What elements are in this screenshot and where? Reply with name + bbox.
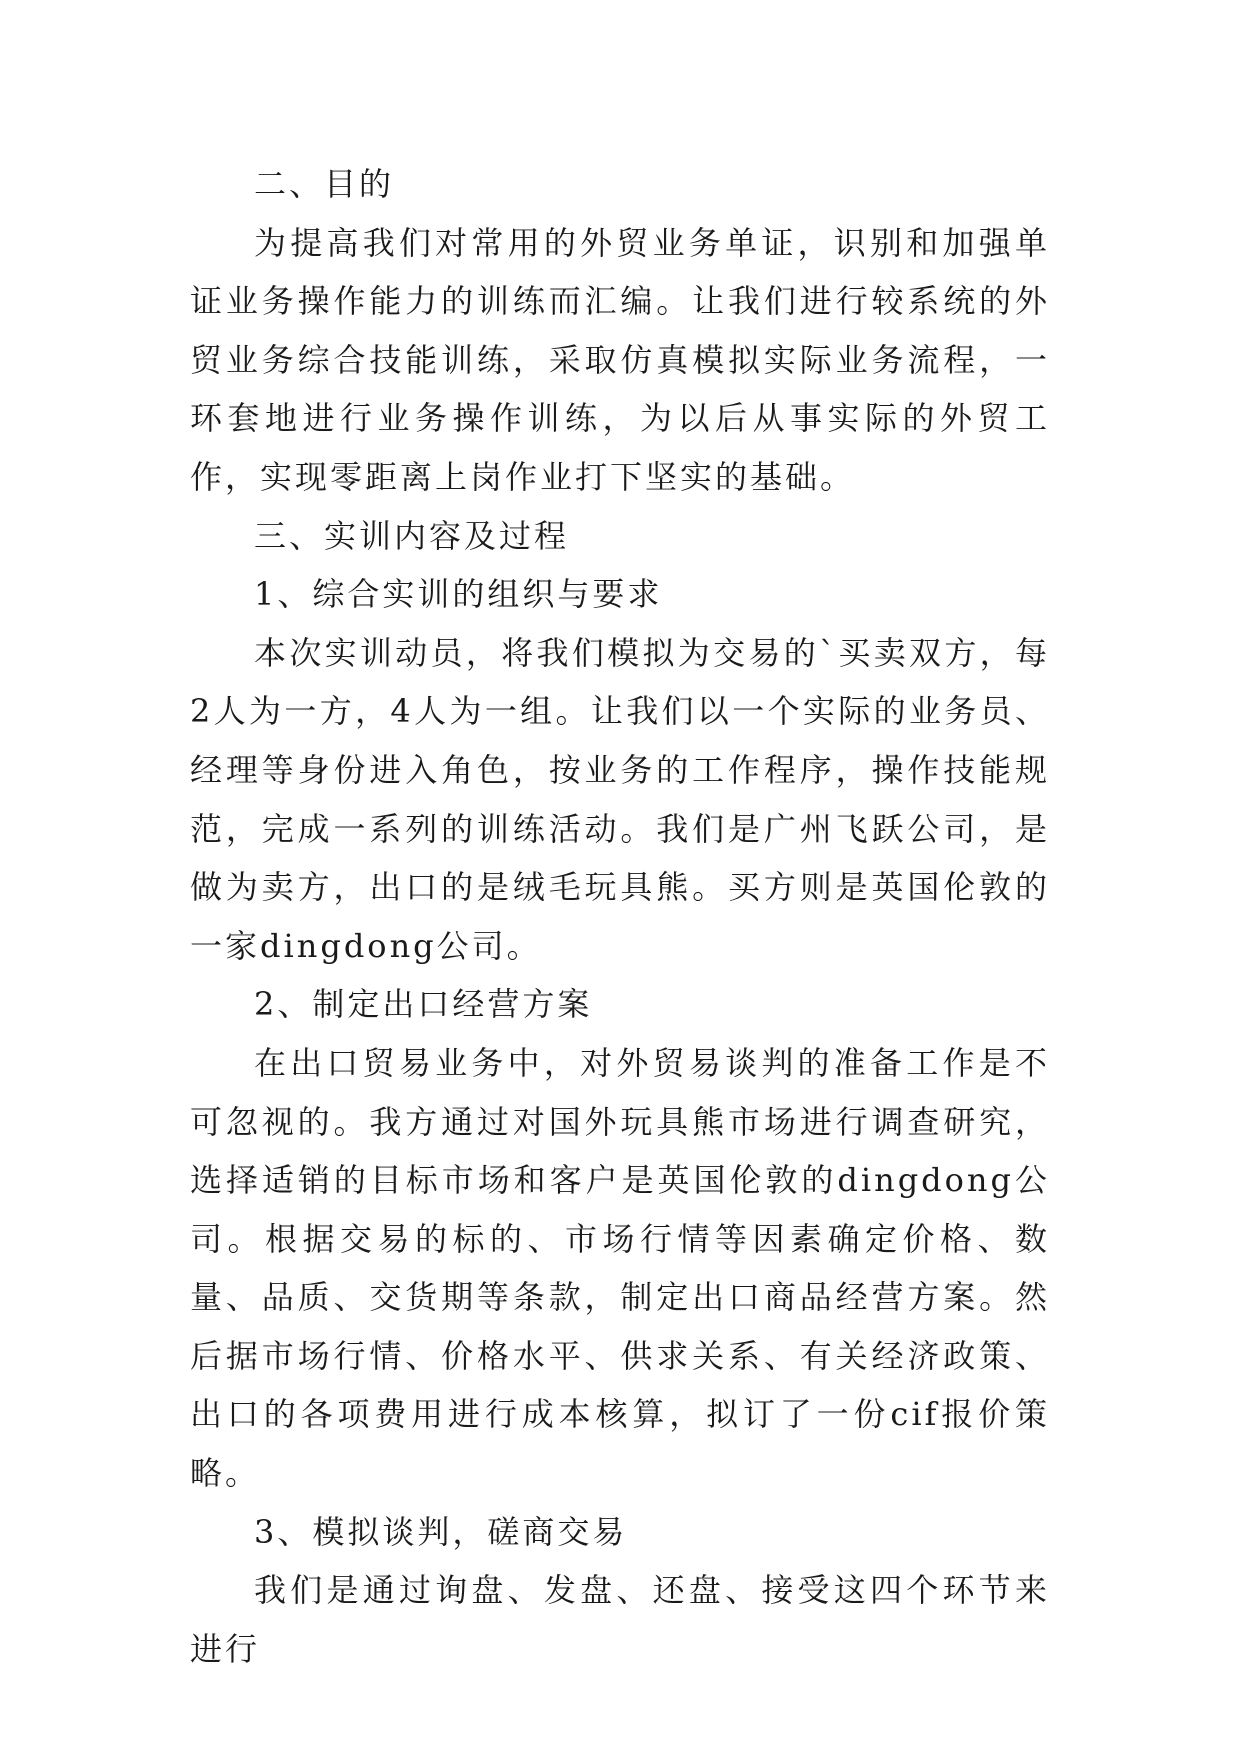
body-text [190, 155, 1050, 1678]
paragraph-organization: 本次实训动员，将我们模拟为交易的`买卖双方，每2人为一方，4人为一组。让我们以一个实际的业务员、经理等身份进入角色，按业务的工作程序，操作技能规范，完成一系列的训练活动。我们是广州飞跃公司，是做为卖方，出口的是绒毛玩具熊。买方则是英国伦敦的一家dingdong公司。 [190, 633, 1050, 965]
subheading-negotiation: 3、模拟谈判，磋商交易 [254, 1512, 628, 1551]
paragraph-purpose: 为提高我们对常用的外贸业务单证，识别和加强单证业务操作能力的训练而汇编。让我们进行较系统的外贸业务综合技能训练，采取仿真模拟实际业务流程，一环套地进行业务操作训练，为以后从事实际的外贸工作，实现零距离上岗作业打下坚实的基础。 [190, 223, 1050, 496]
section-heading-purpose: 二、目的 [254, 165, 395, 203]
paragraph-export-plan: 在出口贸易业务中，对外贸易谈判的准备工作是不可忽视的。我方通过对国外玩具熊市场进行调查研究，选择适销的目标市场和客户是英国伦敦的dingdong公司。根据交易的标的、市场行情等因素确定价格、数量、品质、交货期等条款，制定出口商品经营方案。然后据市场行情、价格水平、供求关系、有关经济政策、出口的各项费用进行成本核算，拟订了一份cif报价策略。 [190, 1043, 1050, 1493]
section-heading-content: 三、实训内容及过程 [254, 516, 570, 555]
subheading-organization: 1、综合实训的组织与要求 [254, 575, 663, 614]
subheading-export-plan: 2、制定出口经营方案 [254, 985, 593, 1024]
paragraph-negotiation: 我们是通过询盘、发盘、还盘、接受这四个环节来进行 [190, 1571, 1050, 1668]
